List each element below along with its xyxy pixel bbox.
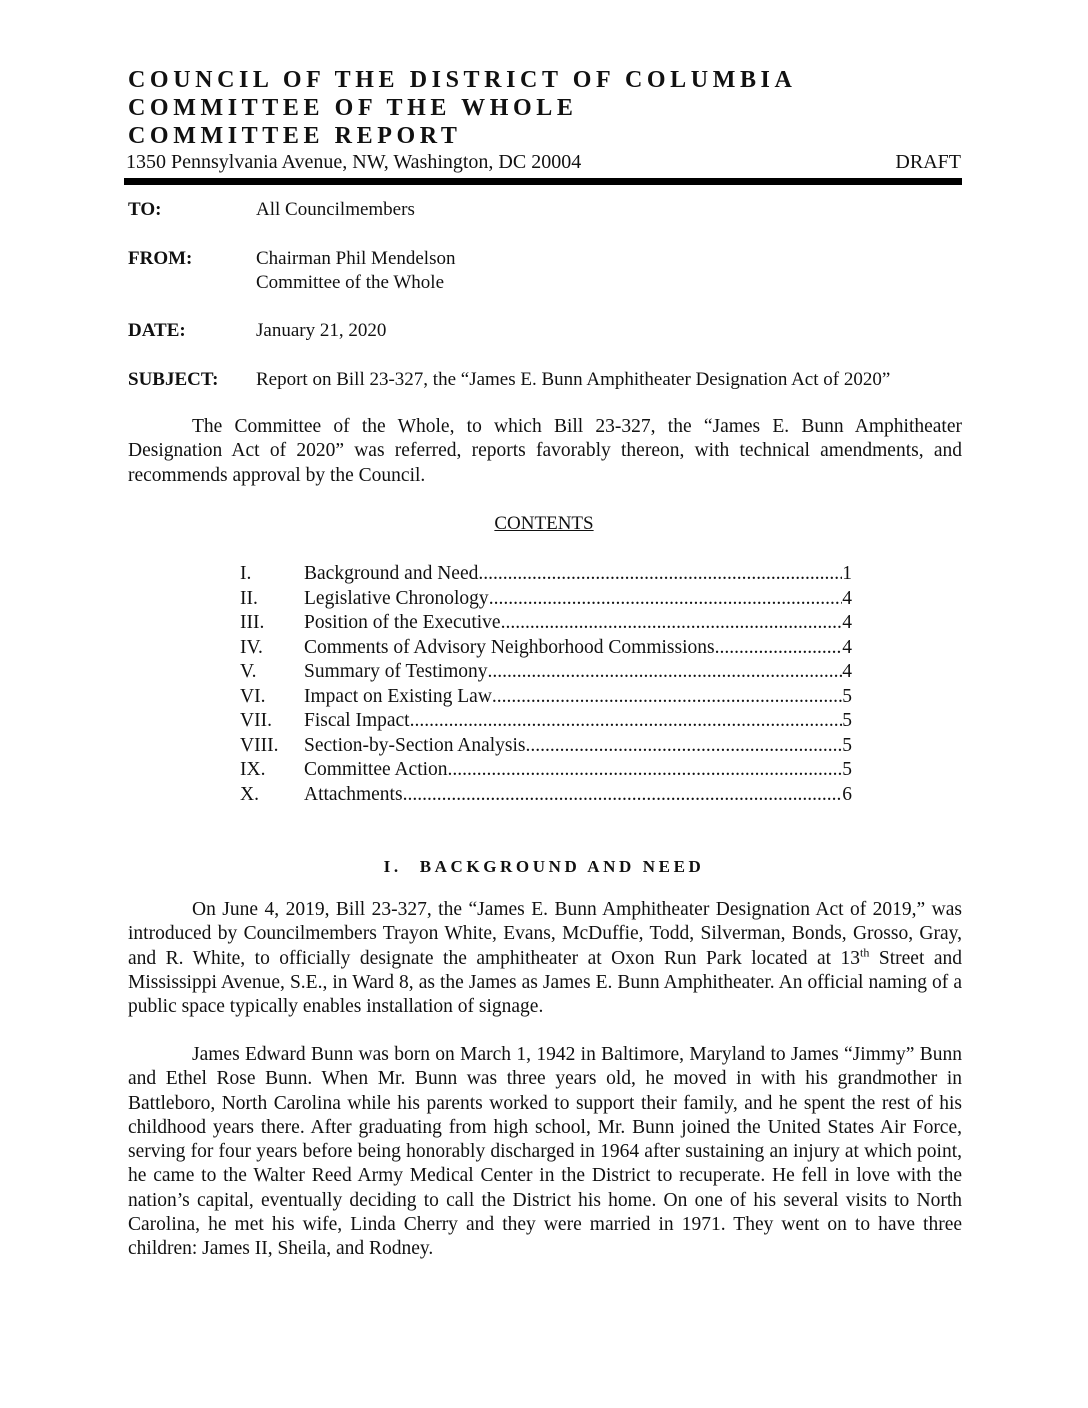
toc-number: X. bbox=[240, 783, 259, 805]
toc-entry[interactable] bbox=[240, 660, 852, 685]
toc-leader bbox=[492, 685, 842, 710]
toc-page: 5 bbox=[842, 685, 852, 707]
from-value-committee: Committee of the Whole bbox=[256, 272, 445, 293]
toc-page: 4 bbox=[842, 661, 852, 682]
section-heading bbox=[0, 855, 1088, 879]
toc-entry[interactable] bbox=[240, 685, 852, 710]
table-of-contents bbox=[240, 562, 852, 807]
toc-title: Fiscal Impact bbox=[304, 710, 410, 731]
section-number: I. bbox=[383, 857, 402, 876]
toc-title: Impact on Existing Law bbox=[304, 685, 492, 707]
toc-number: V. bbox=[240, 661, 257, 682]
toc-number: VI. bbox=[240, 685, 266, 707]
toc-number: IX. bbox=[240, 759, 266, 780]
toc-number: III. bbox=[240, 612, 265, 633]
header-rule bbox=[124, 178, 962, 185]
toc-title: Comments of Advisory Neighborhood Commissions bbox=[304, 636, 715, 658]
to-value: All Councilmembers bbox=[256, 199, 415, 220]
toc-leader bbox=[501, 611, 843, 636]
council-address: 1350 Pennsylvania Avenue, NW, Washington, DC 20004 bbox=[126, 151, 582, 173]
toc-number: IV. bbox=[240, 636, 263, 658]
toc-title: Background and Need bbox=[304, 563, 479, 584]
from-label: FROM: bbox=[128, 248, 193, 269]
toc-leader bbox=[715, 636, 843, 661]
council-title: COUNCIL OF THE DISTRICT OF COLUMBIA bbox=[128, 67, 797, 93]
contents-title: CONTENTS bbox=[494, 513, 594, 534]
toc-number: I. bbox=[240, 563, 252, 584]
toc-number: VII. bbox=[240, 710, 272, 731]
date-value: January 21, 2020 bbox=[256, 320, 387, 341]
toc-page: 5 bbox=[842, 710, 852, 731]
toc-number: VIII. bbox=[240, 734, 279, 756]
toc-entry[interactable] bbox=[240, 709, 852, 734]
toc-leader bbox=[488, 660, 843, 685]
toc-entry[interactable] bbox=[240, 562, 852, 587]
toc-entry[interactable] bbox=[240, 611, 852, 636]
toc-leader bbox=[410, 709, 843, 734]
date-label: DATE: bbox=[128, 320, 186, 341]
toc-title: Legislative Chronology bbox=[304, 587, 489, 609]
toc-page: 4 bbox=[842, 612, 852, 633]
toc-entry[interactable] bbox=[240, 636, 852, 661]
toc-page: 5 bbox=[842, 734, 852, 756]
to-label: TO: bbox=[128, 199, 162, 220]
toc-page: 5 bbox=[842, 759, 852, 780]
toc-page: 1 bbox=[842, 563, 852, 584]
toc-entry[interactable] bbox=[240, 783, 852, 808]
report-title: COMMITTEE REPORT bbox=[128, 123, 462, 149]
toc-title: Position of the Executive bbox=[304, 612, 501, 633]
toc-title: Committee Action bbox=[304, 759, 448, 780]
toc-page: 4 bbox=[842, 587, 852, 609]
toc-leader bbox=[448, 758, 843, 783]
draft-label: DRAFT bbox=[895, 151, 961, 173]
committee-title: COMMITTEE OF THE WHOLE bbox=[128, 95, 578, 121]
toc-number: II. bbox=[240, 587, 258, 609]
section-title: BACKGROUND AND NEED bbox=[419, 857, 705, 876]
toc-entry[interactable] bbox=[240, 758, 852, 783]
toc-title: Summary of Testimony bbox=[304, 661, 488, 682]
subject-value: Report on Bill 23-327, the “James E. Bunn Amphitheater Designation Act of 2020” bbox=[256, 369, 891, 390]
toc-leader bbox=[489, 587, 843, 612]
background-paragraph-1: On June 4, 2019, Bill 23-327, the “James E. Bunn Amphitheater Designation Act of 2019,” was introduced by Councilmembers Trayon White, Evans, McDuffie, Todd, Silverman, Bonds, Grosso, Gray, and R. White, to officially designate the amphitheater at Oxon Run Park located at 13th Street and Mississippi Avenue, S.E., in Ward 8, as the James as James E. Bunn Amphitheater. An official naming of a public space typically enables installation of signage. bbox=[128, 899, 962, 1018]
intro-paragraph: The Committee of the Whole, to which Bill 23-327, the “James E. Bunn Amphitheater Designation Act of 2020” was referred, reports favorably thereon, with technical amendments, and recommends approval by the Council. bbox=[128, 416, 962, 486]
toc-page: 6 bbox=[842, 783, 852, 805]
toc-leader bbox=[526, 734, 843, 759]
toc-leader bbox=[403, 783, 843, 808]
toc-leader bbox=[478, 562, 842, 587]
toc-title: Attachments bbox=[304, 783, 403, 805]
background-paragraph-2: James Edward Bunn was born on March 1, 1942 in Baltimore, Maryland to James “Jimmy” Bunn and Ethel Rose Bunn. When Mr. Bunn was three years old, he moved in with his grandmother in Battleboro, North Carolina while his parents worked to support their family, and he spent the rest of his childhood years there. After graduating from high school, Mr. Bunn joined the United States Air Force, serving for four years before being honorably discharged in 1964 after sustaining an injury at which point, he came to the Walter Reed Army Medical Center in the District to recuperate. He fell in love with the nation’s capital, eventually deciding to call the District his home. On one of his several visits to North Carolina, he met his wife, Linda Cherry and they were married in 1971. They went on to have three children: James II, Sheila, and Rodney. bbox=[128, 1044, 962, 1260]
toc-title: Section-by-Section Analysis bbox=[304, 734, 526, 756]
toc-entry[interactable] bbox=[240, 734, 852, 759]
from-value-name: Chairman Phil Mendelson bbox=[256, 248, 456, 269]
subject-label: SUBJECT: bbox=[128, 369, 219, 390]
toc-page: 4 bbox=[842, 636, 852, 658]
toc-entry[interactable] bbox=[240, 587, 852, 612]
